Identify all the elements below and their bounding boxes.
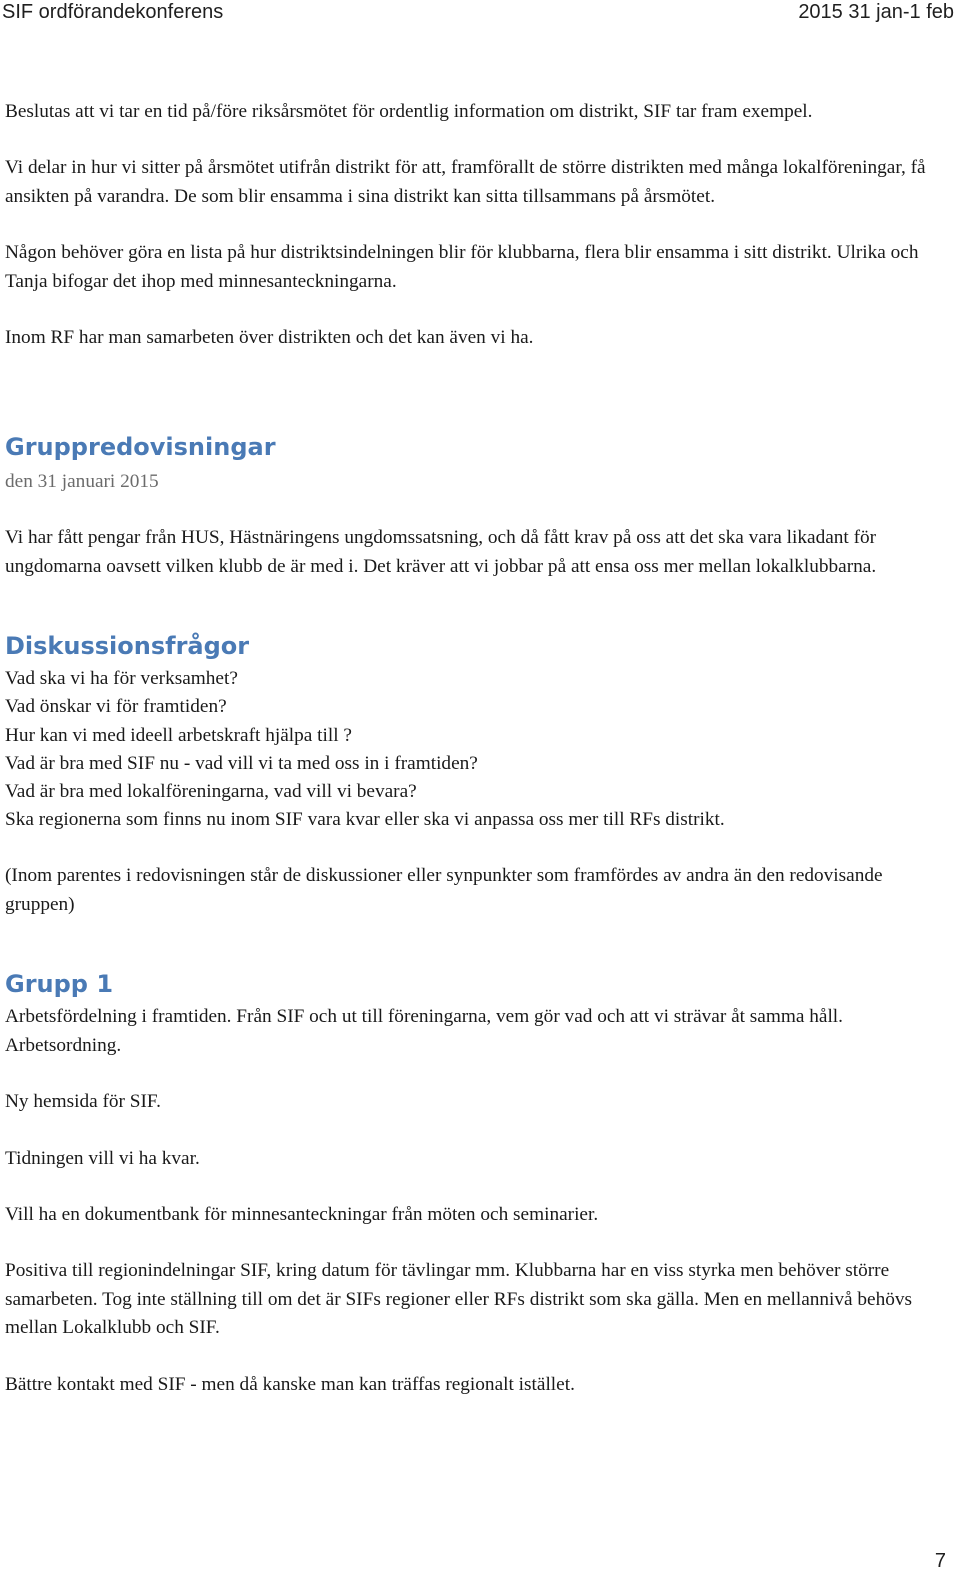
group1-paragraph: Arbetsfördelning i framtiden. Från SIF och ut till föreningarna, vem gör vad och att vi strävar åt samma håll. Arbetsordning.: [5, 1006, 843, 1056]
intro-paragraph-4: Inom RF har man samarbeten över distrikten och det kan även vi ha.: [5, 327, 534, 349]
group1-paragraph: Ny hemsida för SIF.: [5, 1091, 161, 1113]
section1-paragraph: Vi har fått pengar från HUS, Hästnäringens ungdomssatsning, och då fått krav på oss att det ska vara likadant för ungdomarna oavsett vilken klubb de är med i. Det kräver att vi jobbar på att ensa oss mer mellan lokalklubbarna.: [5, 527, 877, 577]
parenthesis-note: (Inom parentes i redovisningen står de diskussioner eller synpunkter som framfördes av andra än den redovisande gruppen): [5, 865, 883, 915]
section-heading-grupp-1: Grupp 1: [5, 970, 114, 999]
question-item: Vad är bra med lokalföreningarna, vad vill vi bevara?: [5, 781, 417, 803]
question-list: [5, 665, 953, 834]
group1-paragraph: Vill ha en dokumentbank för minnesanteckningar från möten och seminarier.: [5, 1203, 599, 1225]
document-title: SIF ordförandekonferens: [2, 1, 224, 23]
question-item: Vad är bra med SIF nu - vad vill vi ta med oss in i framtiden?: [5, 752, 478, 774]
group1-paragraph: Tidningen vill vi ha kvar.: [5, 1147, 200, 1169]
question-item: Vad önskar vi för framtiden?: [5, 696, 227, 718]
intro-paragraph-3: Någon behöver göra en lista på hur distriktsindelningen blir för klubbarna, flera blir ensamma i sitt distrikt. Ulrika och Tanja bifogar det ihop med minnesanteckningarna.: [5, 242, 919, 292]
question-item: Vad ska vi ha för verksamhet?: [5, 668, 238, 690]
section-heading-diskussionsfragor: Diskussionsfrågor: [5, 632, 250, 661]
page-number: 7: [934, 1550, 946, 1572]
section-heading-gruppredovisningar: Gruppredovisningar: [5, 433, 276, 462]
question-item: Ska regionerna som finns nu inom SIF vara kvar eller ska vi anpassa oss mer till RFs distrikt.: [5, 809, 725, 831]
section-date: den 31 januari 2015: [5, 471, 159, 493]
page-header: [0, 0, 960, 30]
document-date: 2015 31 jan-1 feb: [798, 1, 954, 23]
group1-paragraph: Positiva till regionindelningar SIF, kring datum för tävlingar mm. Klubbarna har en viss styrka men behöver större samarbeten. Tog inte ställning till om det är SIFs regioner eller RFs distrikt som ska gälla. Men en mellannivå behövs mellan Lokalklubb och SIF.: [5, 1260, 913, 1339]
group1-paragraph: Bättre kontakt med SIF - men då kanske man kan träffas regionalt istället.: [5, 1373, 575, 1395]
intro-paragraph-2: Vi delar in hur vi sitter på årsmötet utifrån distrikt för att, framförallt de större distrikten med många lokalföreningar, få ansikten på varandra. De som blir ensamma i sina distrikt kan sitta tillsammans på årsmötet.: [5, 157, 926, 207]
question-item: Hur kan vi med ideell arbetskraft hjälpa till ?: [5, 724, 352, 746]
intro-paragraph-1: Beslutas att vi tar en tid på/före riksårsmötet för ordentlig information om distrikt, SIF tar fram exempel.: [5, 101, 813, 122]
document-body: [5, 98, 953, 1427]
